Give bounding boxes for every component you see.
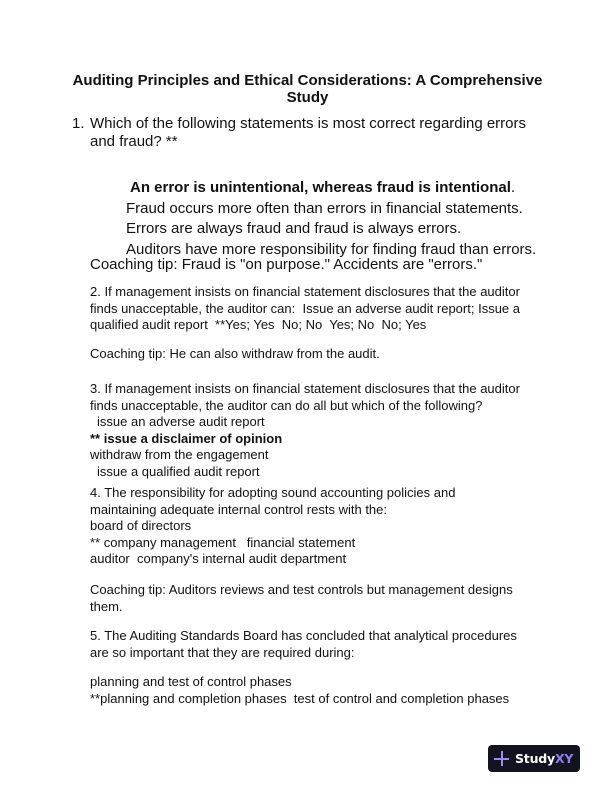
question-number: 1. <box>72 115 85 132</box>
question-text-line: maintaining adequate internal control rests with the: <box>90 501 388 517</box>
question-5 <box>90 628 530 661</box>
option: auditor company's internal audit department <box>90 551 347 566</box>
document-title: Auditing Principles and Ethical Considerations: A Comprehensive Study <box>72 72 543 106</box>
question-3 <box>90 381 530 480</box>
option: issue an adverse audit report <box>97 414 265 429</box>
question-1-options <box>126 178 546 260</box>
option-correct: An error is unintentional, whereas fraud is intentional. <box>130 179 516 196</box>
question-5-options <box>90 674 530 707</box>
option: issue a qualified audit report <box>97 463 260 479</box>
question-text-line: are so important that they are required during: <box>90 644 355 660</box>
option: Auditors have more responsibility for finding fraud than errors. <box>126 240 537 258</box>
question-1 <box>72 115 542 151</box>
brand-name: StudyXY <box>515 751 574 766</box>
plus-icon <box>494 751 509 766</box>
studyxy-logo-badge[interactable] <box>488 745 580 772</box>
coaching-tip: Coaching tip: Fraud is "on purpose." Accidents are "errors." <box>90 256 483 273</box>
option-correct: ** issue a disclaimer of opinion <box>90 430 283 446</box>
question-2 <box>90 284 530 334</box>
coaching-tip <box>90 582 530 615</box>
question-4 <box>90 485 530 568</box>
question-text-line: finds unacceptable, the auditor can: Issue an adverse audit report; Issue a <box>90 300 520 316</box>
coaching-tip-line: them. <box>90 598 123 614</box>
coaching-tip-line: Coaching tip: Auditors reviews and test controls but management designs <box>90 582 513 597</box>
question-text: Which of the following statements is most correct regarding errors and fraud? ** <box>90 115 527 150</box>
question-text-line: qualified audit report **Yes; Yes No; No Yes; No No; Yes <box>90 317 427 332</box>
question-text-line: finds unacceptable, the auditor can do all but which of the following? <box>90 397 483 413</box>
option: planning and test of control phases <box>90 674 292 689</box>
question-text-line: 2. If management insists on financial statement disclosures that the auditor <box>90 284 520 299</box>
option: Fraud occurs more often than errors in financial statements. <box>126 199 523 217</box>
option: Errors are always fraud and fraud is always errors. <box>126 220 462 237</box>
option: ** company management financial statement <box>90 534 356 550</box>
option: **planning and completion phases test of control and completion phases <box>90 690 510 706</box>
question-text-line: 4. The responsibility for adopting sound accounting policies and <box>90 485 456 500</box>
question-text-line: 5. The Auditing Standards Board has concluded that analytical procedures <box>90 628 517 643</box>
question-text-line: 3. If management insists on financial statement disclosures that the auditor <box>90 381 520 396</box>
option: withdraw from the engagement <box>90 447 269 462</box>
coaching-tip: Coaching tip: He can also withdraw from the audit. <box>90 346 380 361</box>
option: board of directors <box>90 518 192 533</box>
